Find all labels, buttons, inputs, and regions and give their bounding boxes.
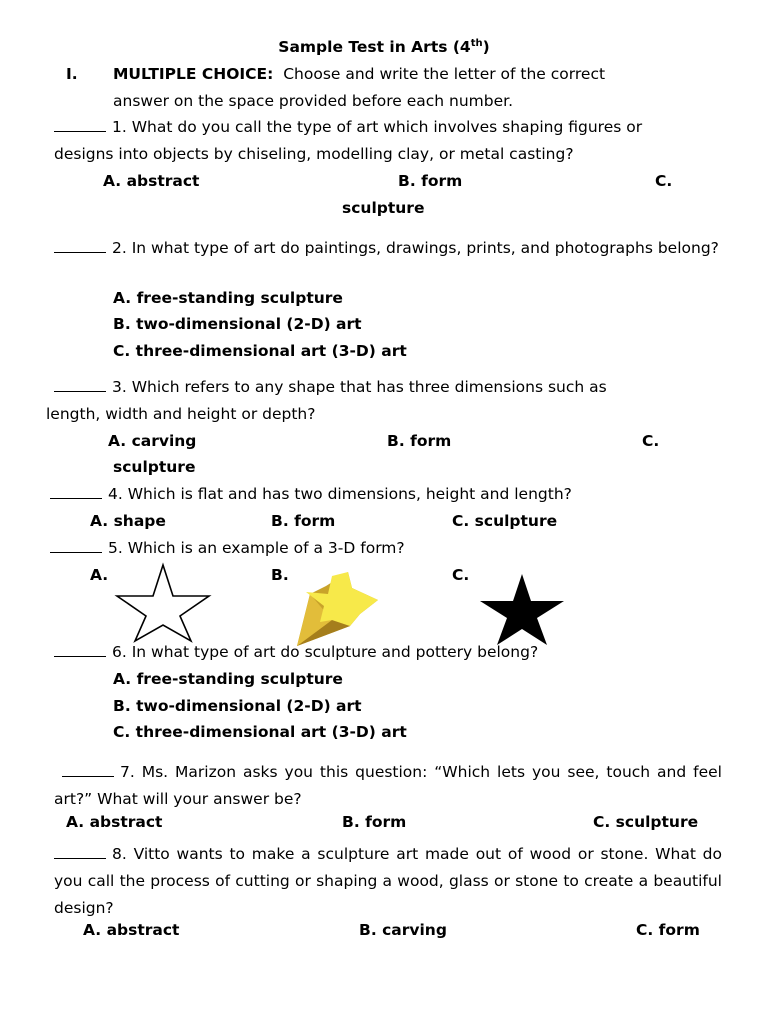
outline-star-icon bbox=[114, 562, 214, 644]
q5-option-c: C. bbox=[452, 566, 470, 584]
question-1-line-1: 1. What do you call the type of art which involves shaping figures or bbox=[112, 118, 643, 136]
q1-option-a: A. abstract bbox=[103, 172, 200, 190]
q6-option-b: B. two-dimensional (2-D) art bbox=[113, 697, 362, 715]
question-2 bbox=[54, 235, 722, 262]
q6-option-a: A. free-standing sculpture bbox=[113, 670, 343, 688]
q1-option-c: C. bbox=[655, 172, 673, 190]
question-4-text: 4. Which is flat and has two dimensions, height and length? bbox=[108, 485, 572, 503]
solid-black-star-icon bbox=[478, 572, 566, 648]
title-close: ) bbox=[482, 38, 490, 57]
answer-blank-4[interactable] bbox=[50, 485, 102, 499]
q7-option-c: C. sculpture bbox=[593, 813, 699, 831]
section-instruction-2: answer on the space provided before each number. bbox=[113, 92, 513, 110]
question-1-line-2: designs into objects by chiseling, modelling clay, or metal casting? bbox=[54, 145, 574, 163]
section-heading bbox=[113, 65, 605, 83]
question-3-line-2: length, width and height or depth? bbox=[46, 405, 316, 423]
q4-option-c: C. sculpture bbox=[452, 512, 558, 530]
q3-option-a: A. carving bbox=[108, 432, 197, 450]
question-5 bbox=[50, 539, 405, 557]
q8-option-c: C. form bbox=[636, 921, 700, 939]
page-title bbox=[0, 38, 768, 56]
q5-option-a: A. bbox=[90, 566, 109, 584]
question-5-text: 5. Which is an example of a 3-D form? bbox=[108, 539, 405, 557]
q2-option-c: C. three-dimensional art (3-D) art bbox=[113, 342, 407, 360]
section-instruction-1: Choose and write the letter of the correct bbox=[283, 65, 606, 83]
title-text: Sample Test in Arts (4 bbox=[278, 38, 471, 57]
question-8 bbox=[54, 841, 722, 922]
answer-blank-6[interactable] bbox=[54, 643, 106, 657]
question-4 bbox=[50, 485, 572, 503]
q8-option-b: B. carving bbox=[359, 921, 447, 939]
question-7-text: 7. Ms. Marizon asks you this question: “Which lets you see, touch and feel art?” What will your answer be? bbox=[54, 763, 722, 808]
q7-option-a: A. abstract bbox=[66, 813, 163, 831]
section-title: MULTIPLE CHOICE: bbox=[113, 65, 274, 83]
answer-blank-3[interactable] bbox=[54, 378, 106, 392]
q4-option-a: A. shape bbox=[90, 512, 166, 530]
q4-option-b: B. form bbox=[271, 512, 336, 530]
section-number: I. bbox=[66, 65, 78, 83]
q2-option-a: A. free-standing sculpture bbox=[113, 289, 343, 307]
answer-blank-5[interactable] bbox=[50, 539, 102, 553]
answer-blank-2[interactable] bbox=[54, 239, 106, 253]
question-7 bbox=[54, 759, 722, 813]
question-3-line-1: 3. Which refers to any shape that has three dimensions such as bbox=[112, 378, 607, 396]
q1-option-b: B. form bbox=[398, 172, 463, 190]
q3-option-b: B. form bbox=[387, 432, 452, 450]
q7-option-b: B. form bbox=[342, 813, 407, 831]
question-3 bbox=[54, 378, 607, 396]
question-1 bbox=[54, 118, 642, 136]
q3-option-c-text: sculpture bbox=[113, 458, 196, 476]
q3-option-c: C. bbox=[642, 432, 660, 450]
title-superscript: th bbox=[470, 38, 483, 49]
q1-option-c-text: sculpture bbox=[342, 199, 425, 217]
question-6-text: 6. In what type of art do sculpture and pottery belong? bbox=[112, 643, 539, 661]
question-6 bbox=[54, 643, 538, 661]
answer-blank-7[interactable] bbox=[62, 763, 114, 777]
answer-blank-1[interactable] bbox=[54, 118, 106, 132]
3d-gold-star-icon bbox=[292, 570, 384, 650]
question-2-text: 2. In what type of art do paintings, drawings, prints, and photographs belong? bbox=[112, 239, 719, 257]
q6-option-c: C. three-dimensional art (3-D) art bbox=[113, 723, 407, 741]
question-8-text: 8. Vitto wants to make a sculpture art made out of wood or stone. What do you call the process of cutting or shaping a wood, glass or stone to create a beautiful design? bbox=[54, 845, 722, 917]
answer-blank-8[interactable] bbox=[54, 845, 106, 859]
q2-option-b: B. two-dimensional (2-D) art bbox=[113, 315, 362, 333]
q5-option-b: B. bbox=[271, 566, 289, 584]
q8-option-a: A. abstract bbox=[83, 921, 180, 939]
